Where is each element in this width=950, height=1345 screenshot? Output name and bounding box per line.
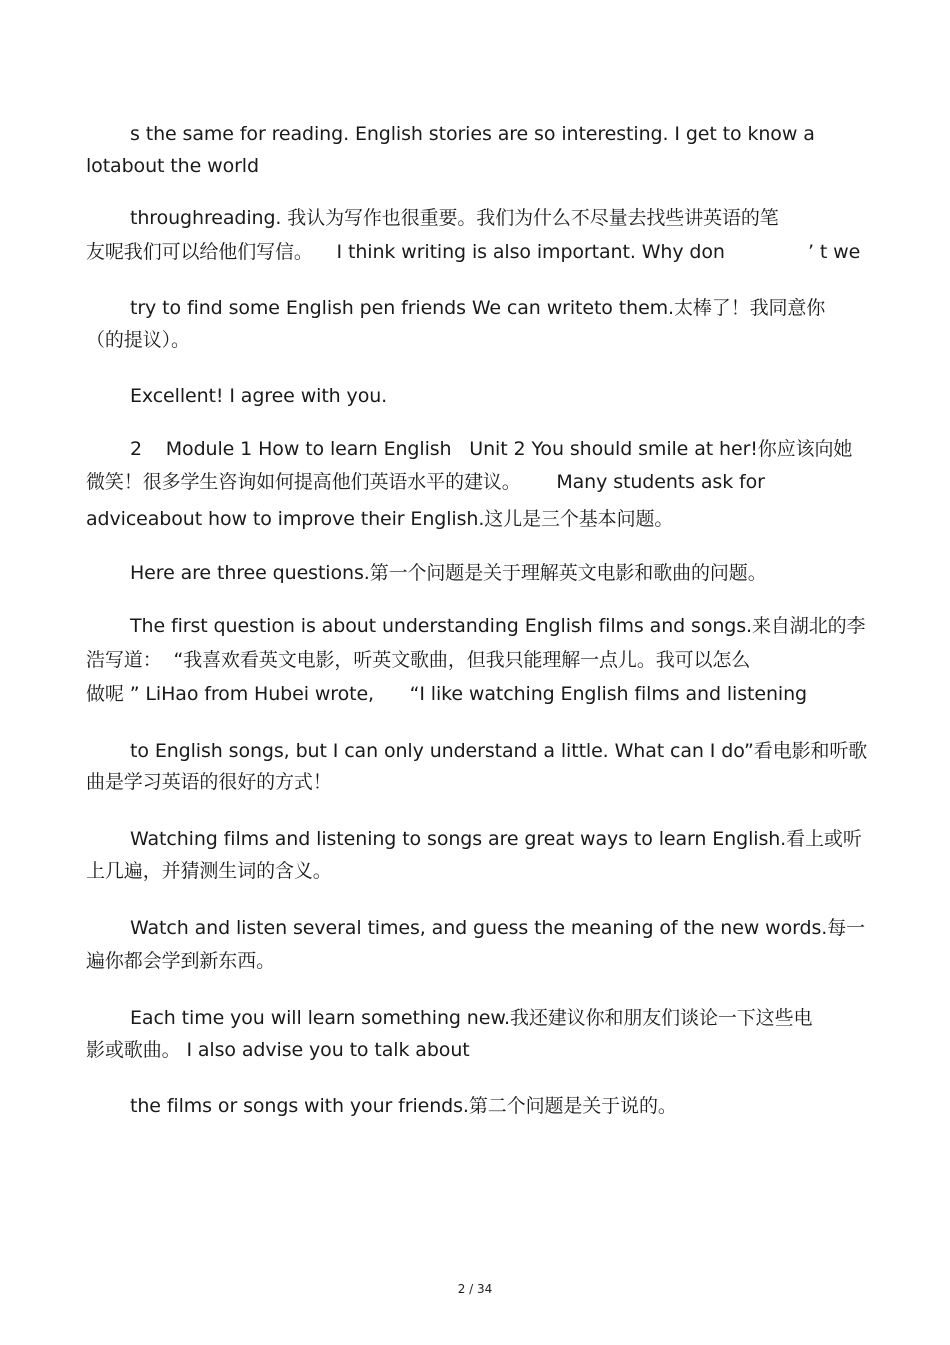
text-line: adviceabout how to improve their English.这儿是三个基本问题。 [86, 508, 674, 530]
text-line: Each time you will learn something new.我还建议你和朋友们谈论一下这些电 [130, 1007, 813, 1029]
text-line: 做呢 ” LiHao from Hubei wrote, “I like watching English films and listening [86, 683, 807, 705]
text-line: 2 Module 1 How to learn English Unit 2 You should smile at her!你应该向她 [130, 438, 853, 460]
text-line: the films or songs with your friends.第二个问题是关于说的。 [130, 1095, 677, 1117]
text-line: 影或歌曲。 I also advise you to talk about [86, 1039, 470, 1061]
text-line: Watching films and listening to songs are great ways to learn English.看上或听 [130, 828, 862, 850]
text-line: 微笑！很多学生咨询如何提高他们英语水平的建议。 Many students ask for [86, 471, 765, 493]
text-line: to English songs, but I can only understand a little. What can I do”看电影和听歌 [130, 740, 868, 762]
text-line: 曲是学习英语的很好的方式！ [86, 771, 332, 793]
text-line: Watch and listen several times, and guess the meaning of the new words.每一 [130, 917, 866, 939]
text-line: 遍你都会学到新东西。 [86, 950, 276, 972]
text-line: The first question is about understanding English films and songs.来自湖北的李 [130, 615, 866, 637]
text-line: 浩写道： “我喜欢看英文电影，听英文歌曲，但我只能理解一点儿。我可以怎么 [86, 649, 751, 671]
text-line: 上几遍，并猜测生词的含义。 [86, 860, 332, 882]
text-line: try to find some English pen friends We can writeto them.太棒了！我同意你 [130, 297, 826, 319]
page-number: 2 / 34 [457, 1282, 493, 1296]
text-line: lotabout the world [86, 155, 259, 177]
text-line: 友呢我们可以给他们写信。 I think writing is also important. Why don ’ t we [86, 241, 861, 263]
text-line: Here are three questions.第一个问题是关于理解英文电影和歌曲的问题。 [130, 562, 767, 584]
text-line: s the same for reading. English stories are so interesting. I get to know a [130, 123, 815, 145]
text-line: throughreading. 我认为写作也很重要。我们为什么不尽量去找些讲英语的笔 [130, 207, 779, 229]
text-line: （的提议）。 [86, 329, 190, 351]
text-line: Excellent! I agree with you. [130, 385, 388, 407]
